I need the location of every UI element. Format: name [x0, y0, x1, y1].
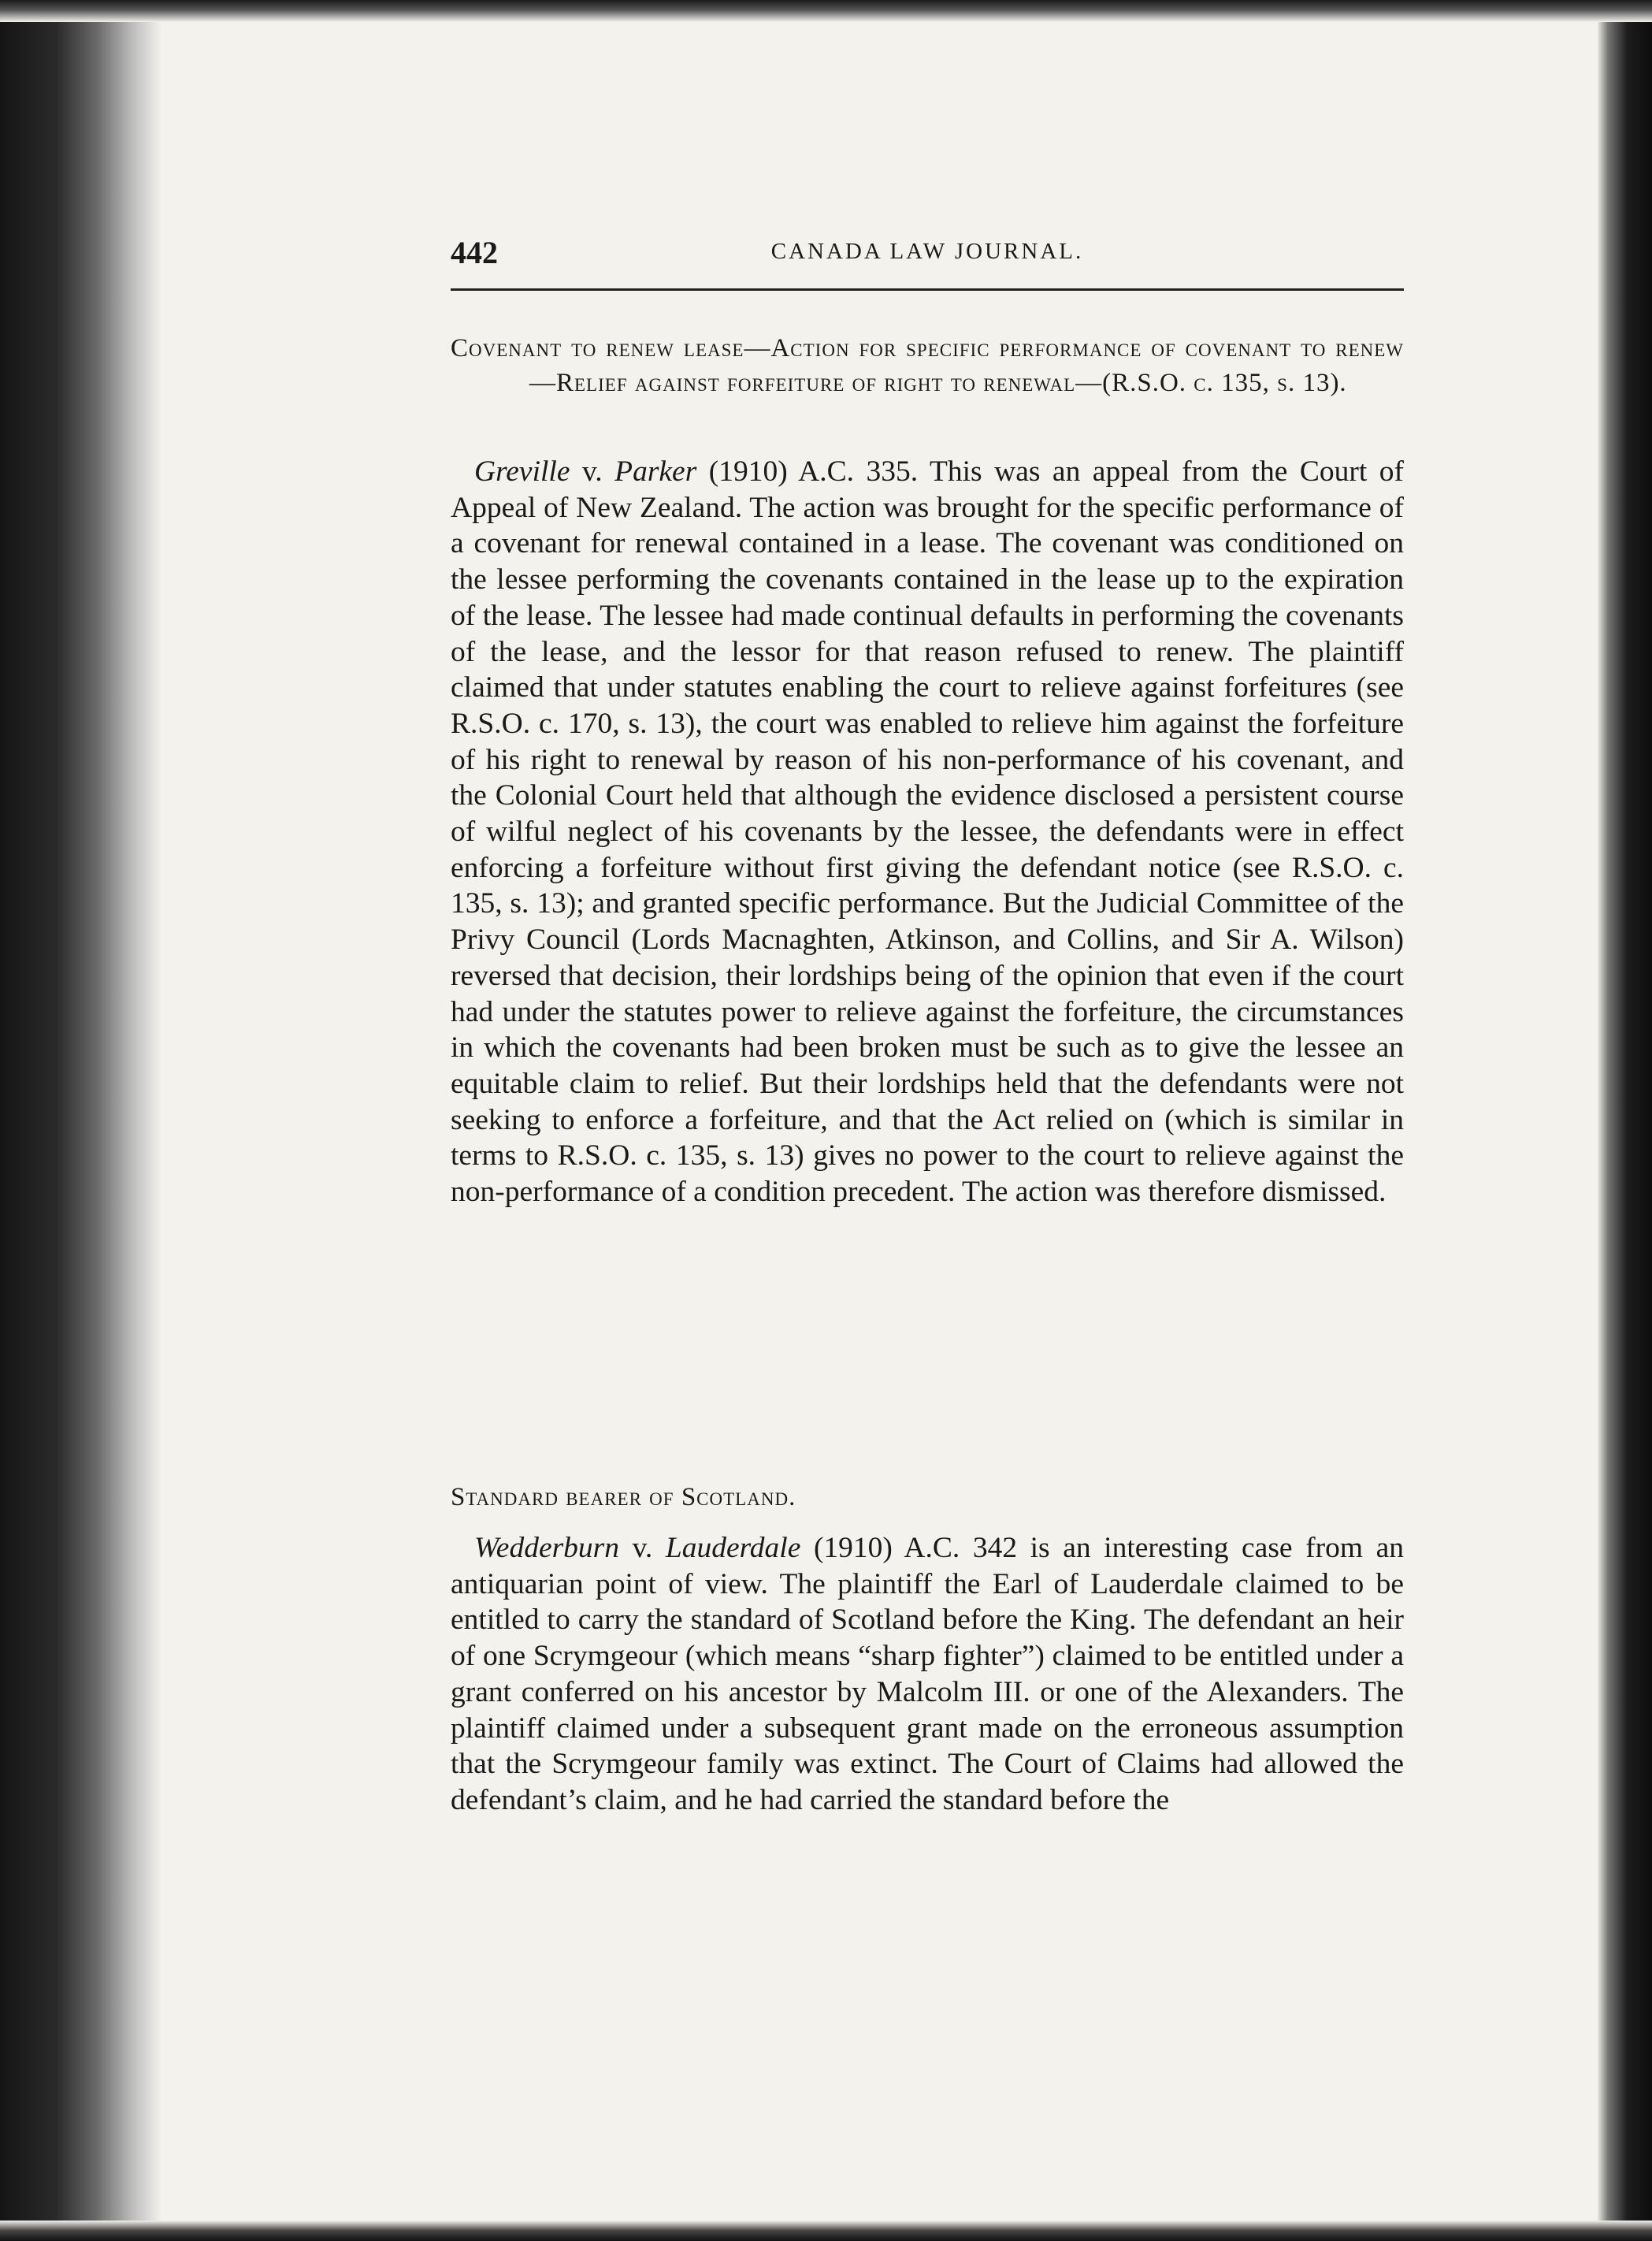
section-heading-text: Covenant to renew lease—Action for specific performance of covenant to renew—Relief against forfeiture of right to renewal—(R.S.O. c. 135, s. 13). — [451, 334, 1404, 397]
paragraph-text: (1910) A.C. 335. This was an appeal from the Court of Appeal of New Zealand. The action was brought for the specific performance of a covenant for renewal contained in a lease. The covenant was conditioned on the lessee performing the covenants contained in the lease up to the expiration of the lease. The lessee had made continual defaults in performing the covenants of the lease, and the lessor for that reason refused to renew. The plaintiff claimed that under statutes enabling the court to relieve against forfeitures (see R.S.O. c. 170, s. 13), the court was enabled to relieve him against the forfeiture of his right to renewal by reason of his non-performance of his covenant, and the Colonial Court held that although the evidence disclosed a persistent course of wilful neglect of his covenants by the lessee, the defendants were in effect enforcing a forfeiture without first giving the defendant notice (see R.S.O. c. 135, s. 13); and granted specific performance. But the Judicial Committee of the Privy Council (Lords Macnaghten, Atkinson, and Collins, and Sir A. Wilson) reversed that decision, their lordships being of the opinion that even if the court had under the statutes power to relieve against the forfeiture, the circumstances in which the covenants had been broken must be such as to give the lessee an equitable claim to relief. But their lordships held that the defendants were not seeking to enforce a forfeiture, and that the Act relied on (which is similar in terms to R.S.O. c. 135, s. 13) gives no power to the court to relieve against the non-performance of a condition precedent. The action was therefore dismissed. — [451, 455, 1404, 1209]
page-number: 442 — [451, 235, 498, 270]
section-heading-standard-bearer — [451, 1480, 1404, 1514]
header-rule — [451, 288, 1404, 291]
running-head — [451, 234, 1404, 273]
case-defendant: Parker — [614, 455, 697, 488]
journal-title: CANADA LAW JOURNAL. — [770, 239, 1084, 264]
paragraph-wedderburn-v-lauderdale — [451, 1530, 1404, 1819]
section-heading-text: Standard bearer of Scotland. — [451, 1483, 796, 1511]
case-defendant: Lauderdale — [665, 1532, 801, 1564]
paragraph-greville-v-parker — [451, 454, 1404, 1210]
scan-top-edge — [0, 0, 1652, 22]
paragraph-text: (1910) A.C. 342 is an interesting case from an antiquarian point of view. The plaintiff the Earl of Lauderdale claimed to be entitled to carry the standard of Scotland before the King. The defendant an heir of one Scrymgeour (which means “sharp fighter”) claimed to be entitled under a grant conferred on his ancestor by Malcolm III. or one of the Alexanders. The plaintiff claimed under a subsequent grant made on the erroneous assumption that the Scrymgeour family was extinct. The Court of Claims had allowed the defendant’s claim, and he had carried the standard before the — [451, 1532, 1404, 1816]
case-plaintiff: Greville — [474, 455, 570, 488]
scan-right-edge — [1597, 0, 1652, 2241]
case-versus: v. — [570, 455, 615, 488]
scan-bottom-edge — [0, 2221, 1652, 2241]
case-plaintiff: Wedderburn — [474, 1532, 620, 1564]
scan-left-edge — [0, 0, 161, 2241]
section-heading-covenant — [451, 331, 1404, 400]
case-versus: v. — [619, 1532, 666, 1564]
